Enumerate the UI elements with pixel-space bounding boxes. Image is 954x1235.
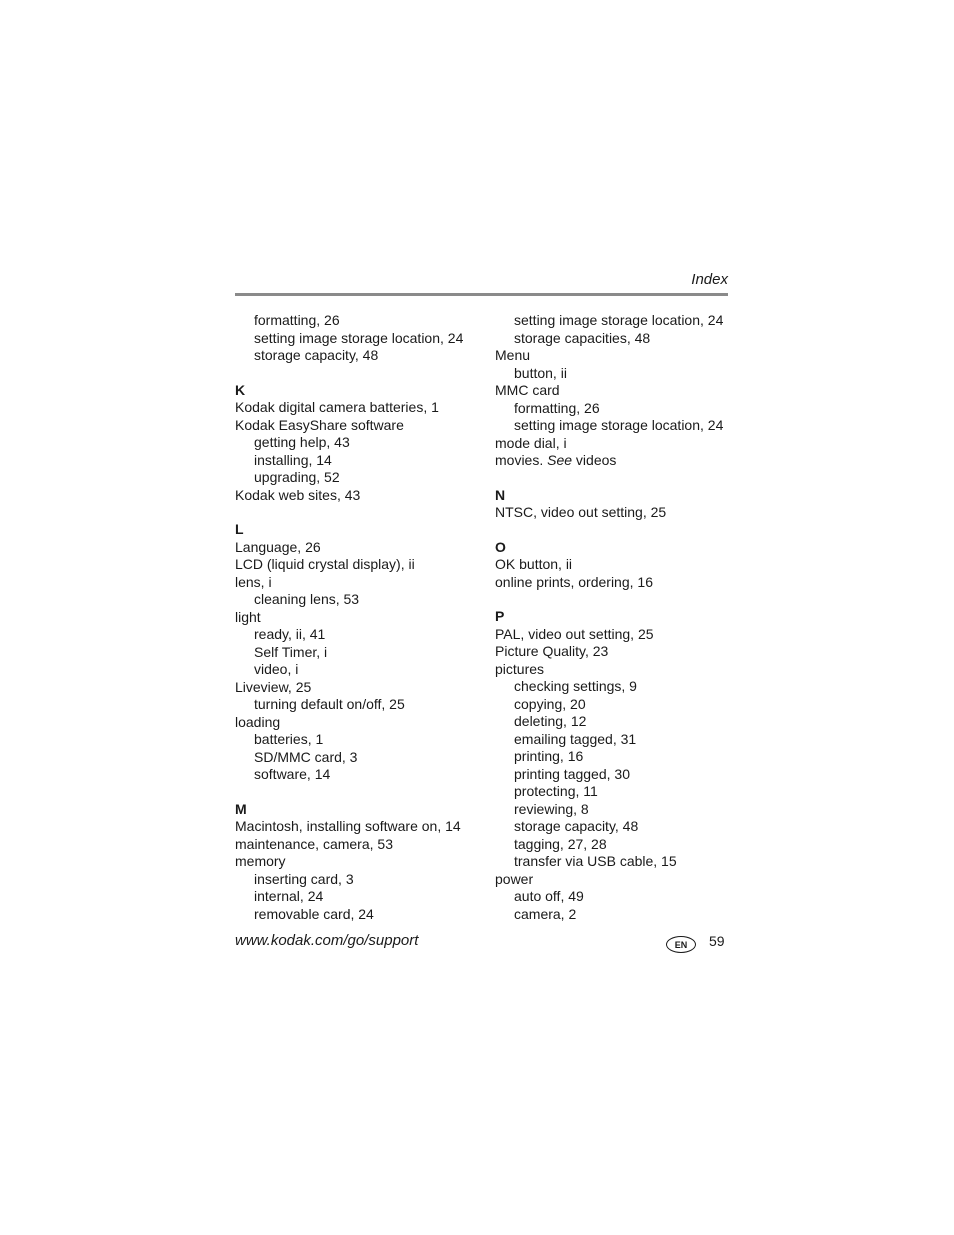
index-subentry: transfer via USB cable, 15 [514,853,677,869]
index-entry: lens, i [235,573,272,590]
index-subentry: upgrading, 52 [254,469,340,485]
index-subentry: storage capacity, 48 [514,818,639,834]
index-subentry: internal, 24 [254,888,324,904]
index-subentry: emailing tagged, 31 [514,730,637,747]
index-subentry: formatting, 26 [254,312,340,328]
index-letter-heading: L [235,521,244,537]
index-entry: Liveview, 25 [235,678,312,695]
index-subentry: tagging, 27, 28 [514,835,607,852]
index-entry-text: movies. [495,452,548,468]
index-subentry: checking settings, 9 [514,678,637,694]
index-entry: mode dial, i [495,434,567,451]
index-subentry: batteries, 1 [254,731,324,747]
index-column-left [235,312,475,923]
index-entry: PAL, video out setting, 25 [495,625,654,642]
index-subentry: cleaning lens, 53 [254,591,360,607]
index-subentry: software, 14 [254,766,331,782]
see-reference: See [547,452,573,468]
index-subentry: removable card, 24 [254,905,374,922]
index-subentry: inserting card, 3 [254,870,354,887]
index-entry: loading [235,713,281,730]
index-subentry: printing, 16 [514,748,584,764]
index-subentry: storage capacities, 48 [514,329,651,346]
page-header-title: Index [691,271,728,288]
index-entry: NTSC, video out setting, 25 [495,504,667,520]
index-entry: Kodak EasyShare software [235,416,404,433]
index-entry: Picture Quality, 23 [495,643,609,659]
see-target: videos [572,452,617,468]
index-letter-heading: N [495,486,506,503]
index-letter-heading: P [495,608,505,624]
footer-url-link[interactable]: www.kodak.com/go/support [235,932,419,949]
index-entry [495,452,735,470]
index-subentry: setting image storage location, 24 [514,312,724,328]
index-letter-heading: K [235,381,246,398]
index-subentry: button, ii [514,364,567,381]
index-entry: light [235,608,261,625]
index-entry: OK button, ii [495,556,573,572]
index-subentry: ready, ii, 41 [254,626,326,642]
index-subentry: protecting, 11 [514,783,598,799]
index-subentry: storage capacity, 48 [254,347,379,363]
index-entry: Language, 26 [235,538,321,555]
index-subentry: reviewing, 8 [514,800,589,817]
header-rule [235,293,728,296]
index-entry: online prints, ordering, 16 [495,573,653,590]
index-entry: Menu [495,347,531,363]
language-badge: EN [666,936,696,953]
index-subentry: setting image storage location, 24 [254,329,464,346]
index-entry: LCD (liquid crystal display), ii [235,556,415,572]
page-number: 59 [709,933,725,949]
index-entry: Kodak web sites, 43 [235,486,361,503]
index-subentry: getting help, 43 [254,434,350,450]
index-subentry: turning default on/off, 25 [254,696,405,712]
index-entry: maintenance, camera, 53 [235,835,393,852]
index-subentry: printing tagged, 30 [514,765,630,782]
index-subentry: video, i [254,661,299,677]
index-column-right [495,312,735,923]
index-entry: power [495,870,534,887]
index-subentry: setting image storage location, 24 [514,417,724,433]
index-subentry: installing, 14 [254,451,332,468]
index-entry: Kodak digital camera batteries, 1 [235,399,439,415]
index-subentry: auto off, 49 [514,888,584,904]
index-letter-heading: O [495,538,506,555]
index-entry: memory [235,853,286,869]
index-entry: MMC card [495,382,560,398]
index-entry: Macintosh, installing software on, 14 [235,818,461,834]
index-entry: pictures [495,660,545,677]
index-subentry: Self Timer, i [254,643,328,660]
index-subentry: deleting, 12 [514,713,587,729]
index-letter-heading: M [235,800,247,817]
index-subentry: copying, 20 [514,695,586,712]
index-subentry: SD/MMC card, 3 [254,748,358,765]
index-subentry: formatting, 26 [514,399,600,416]
index-subentry: camera, 2 [514,905,577,922]
